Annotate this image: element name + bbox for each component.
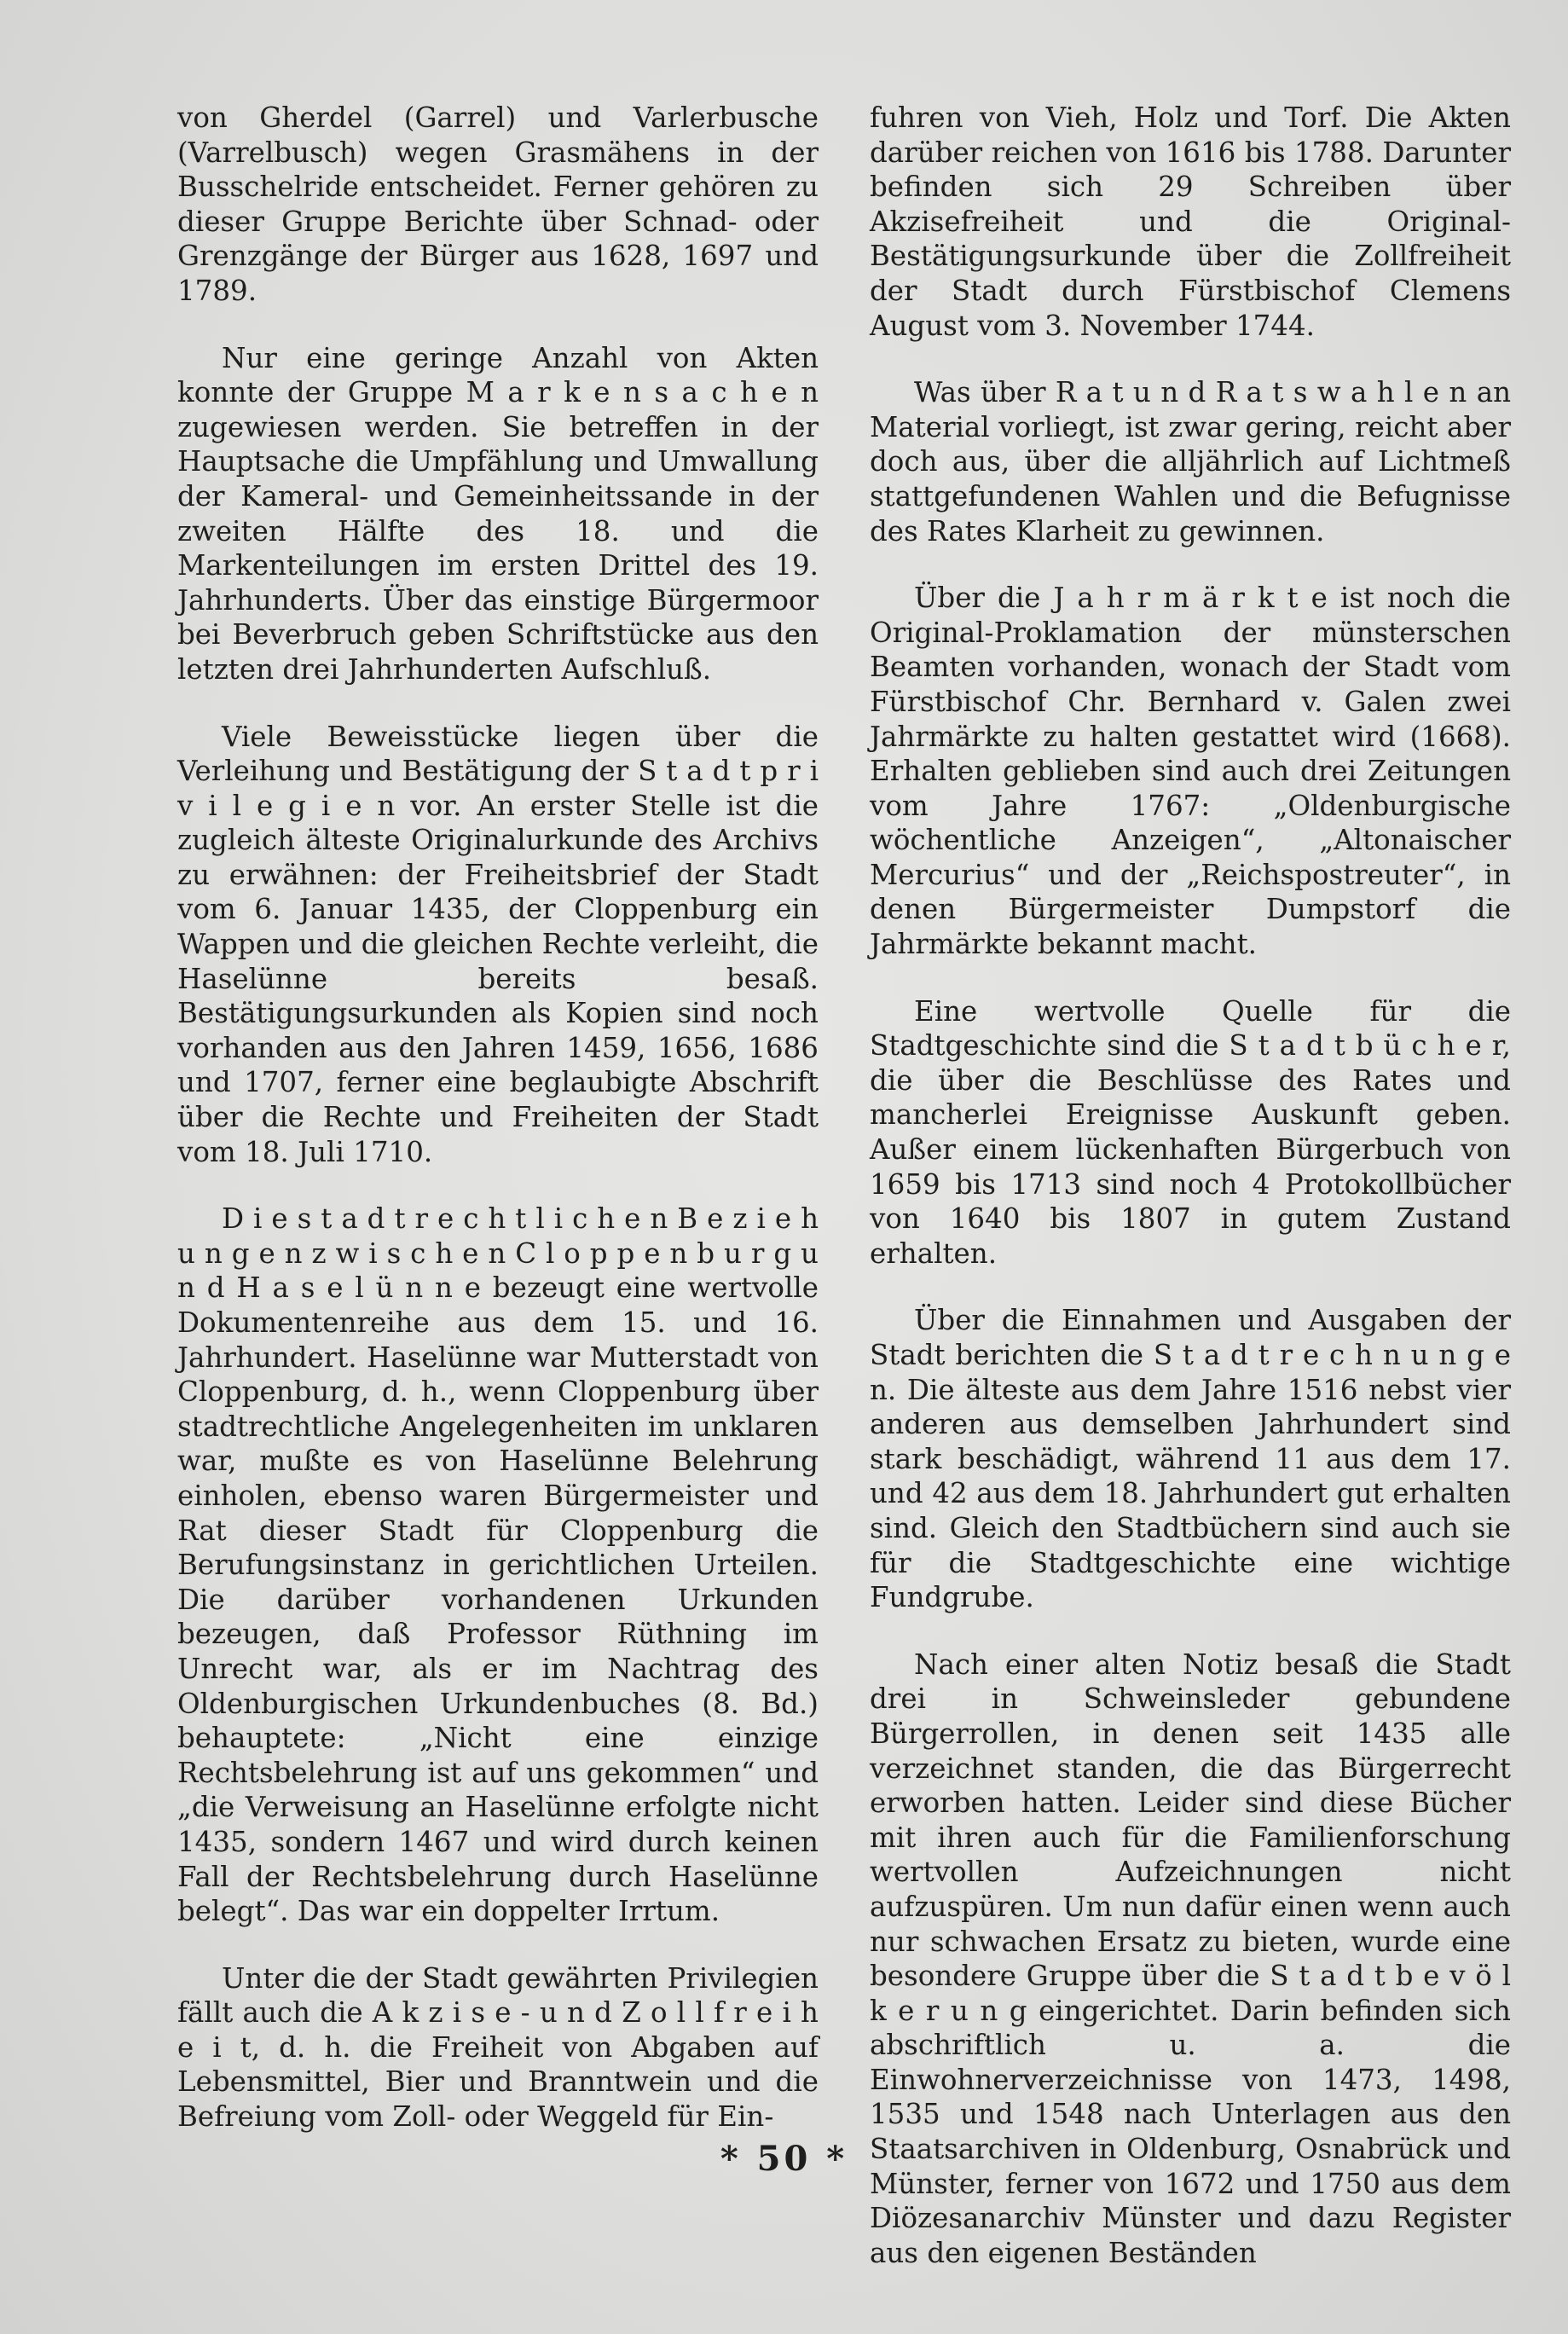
- right-column: [870, 101, 1511, 2302]
- paragraph: D i e s t a d t r e c h t l i c h e n B e z i e h u n g e n z w i s c h e n C l o p p e n b u r g u n d H a s e l ü n n e bezeugt eine wertvolle Dokumentenreihe aus dem 15. und 16. Jahrhundert. Haselünne war Mutterstadt von Cloppenburg, d. h., wenn Cloppenburg über stadtrechtliche Angelegenheiten im unklaren war, mußte es von Haselünne Belehrung einholen, ebenso waren Bürgermeister und Rat dieser Stadt für Cloppenburg die Berufungsinstanz in gerichtlichen Urteilen. Die darüber vorhandenen Urkunden bezeugen, daß Professor Rüthning im Unrecht war, als er im Nachtrag des Oldenburgischen Urkundenbuches (8. Bd.) behauptete: „Nicht eine einzige Rechtsbelehrung ist auf uns gekommen“ und „die Verweisung an Haselünne erfolgte nicht 1435, sondern 1467 und wird durch keinen Fall der Rechtsbelehrung durch Haselünne belegt“. Das war ein doppelter Irrtum.: [177, 1202, 819, 1928]
- paragraph: von Gherdel (Garrel) und Varlerbusche (Varrelbusch) wegen Grasmähens in der Busschelride entscheidet. Ferner gehören zu dieser Gruppe Berichte über Schnad- oder Grenzgänge der Bürger aus 1628, 1697 und 1789.: [177, 101, 819, 307]
- paragraph: fuhren von Vieh, Holz und Torf. Die Akten darüber reichen von 1616 bis 1788. Darunter befinden sich 29 Schreiben über Akzisefreiheit und die Original-Bestätigungsurkunde über die Zollfreiheit der Stadt durch Fürstbischof Clemens August vom 3. November 1744.: [870, 101, 1511, 342]
- paragraph: Nur eine geringe Anzahl von Akten konnte der Gruppe M a r k e n s a c h e n zugewiesen werden. Sie betreffen in der Hauptsache die Umpfählung und Umwallung der Kameral- und Gemeinheitssande in der zweiten Hälfte des 18. und die Markenteilungen im ersten Drittel des 19. Jahrhunderts. Über das einstige Bürgermoor bei Beverbruch geben Schriftstücke aus den letzten drei Jahrhunderten Aufschluß.: [177, 341, 819, 686]
- paragraph: Viele Beweisstücke liegen über die Verleihung und Bestätigung der S t a d t p r i v i l e g i e n vor. An erster Stelle ist die zugleich älteste Originalurkunde des Archivs zu erwähnen: der Freiheitsbrief der Stadt vom 6. Januar 1435, der Cloppenburg ein Wappen und die gleichen Rechte verleiht, die Haselünne bereits besaß. Bestätigungsurkunden als Kopien sind noch vorhanden aus den Jahren 1459, 1656, 1686 und 1707, ferner eine beglaubigte Abschrift über die Rechte und Freiheiten der Stadt vom 18. Juli 1710.: [177, 720, 819, 1168]
- paragraph: Über die J a h r m ä r k t e ist noch die Original-Proklamation der münsterschen Beamten vorhanden, wonach der Stadt vom Fürstbischof Chr. Bernhard v. Galen zwei Jahrmärkte zu halten gestattet wird (1668). Erhalten geblieben sind auch drei Zeitungen vom Jahre 1767: „Oldenburgische wöchentliche Anzeigen“, „Altonaischer Mercurius“ und der „Reichspostreuter“, in denen Bürgermeister Dumpstorf die Jahrmärkte bekannt macht.: [870, 582, 1511, 961]
- paragraph: Nach einer alten Notiz besaß die Stadt drei in Schweinsleder gebundene Bürgerrollen, in denen seit 1435 alle verzeichnet standen, die das Bürgerrecht erworben hatten. Leider sind diese Bücher mit ihren auch für die Familienforschung wertvollen Aufzeichnungen nicht aufzuspüren. Um nun dafür einen wenn auch nur schwachen Ersatz zu bieten, wurde eine besondere Gruppe über die S t a d t b e v ö l k e r u n g eingerichtet. Darin befinden sich abschriftlich u. a. die Einwohnerverzeichnisse von 1473, 1498, 1535 und 1548 nach Unterlagen aus den Staatsarchiven in Oldenburg, Osnabrück und Münster, ferner von 1672 und 1750 aus dem Diözesanarchiv Münster und dazu Register aus den eigenen Beständen: [870, 1648, 1511, 2269]
- paragraph: Unter die der Stadt gewährten Privilegien fällt auch die A k z i s e - u n d Z o l l f r e i h e i t, d. h. die Freiheit von Abgaben auf Lebensmittel, Bier und Branntwein und die Befreiung vom Zoll- oder Weggeld für Ein-: [177, 1961, 819, 2134]
- paragraph: Über die Einnahmen und Ausgaben der Stadt berichten die S t a d t r e c h n u n g e n. Die älteste aus dem Jahre 1516 nebst vier anderen aus demselben Jahrhundert sind stark beschädigt, während 11 aus dem 17. und 42 aus dem 18. Jahrhundert gut erhalten sind. Gleich den Stadtbüchern sind auch sie für die Stadtgeschichte eine wichtige Fundgrube.: [870, 1304, 1511, 1614]
- paragraph: Was über R a t u n d R a t s w a h l e n an Material vorliegt, ist zwar gering, reicht aber doch aus, über die alljährlich auf Lichtmeß stattgefundenen Wahlen und die Befugnisse des Rates Klarheit zu gewinnen.: [870, 376, 1511, 547]
- page-number: * 50 *: [720, 2139, 848, 2179]
- left-column: [177, 101, 819, 2167]
- paragraph: Eine wertvolle Quelle für die Stadtgeschichte sind die S t a d t b ü c h e r, die über die Beschlüsse des Rates und mancherlei Ereignisse Auskunft geben. Außer einem lückenhaften Bürgerbuch von 1659 bis 1713 sind noch 4 Protokollbücher von 1640 bis 1807 in gutem Zustand erhalten.: [870, 994, 1511, 1270]
